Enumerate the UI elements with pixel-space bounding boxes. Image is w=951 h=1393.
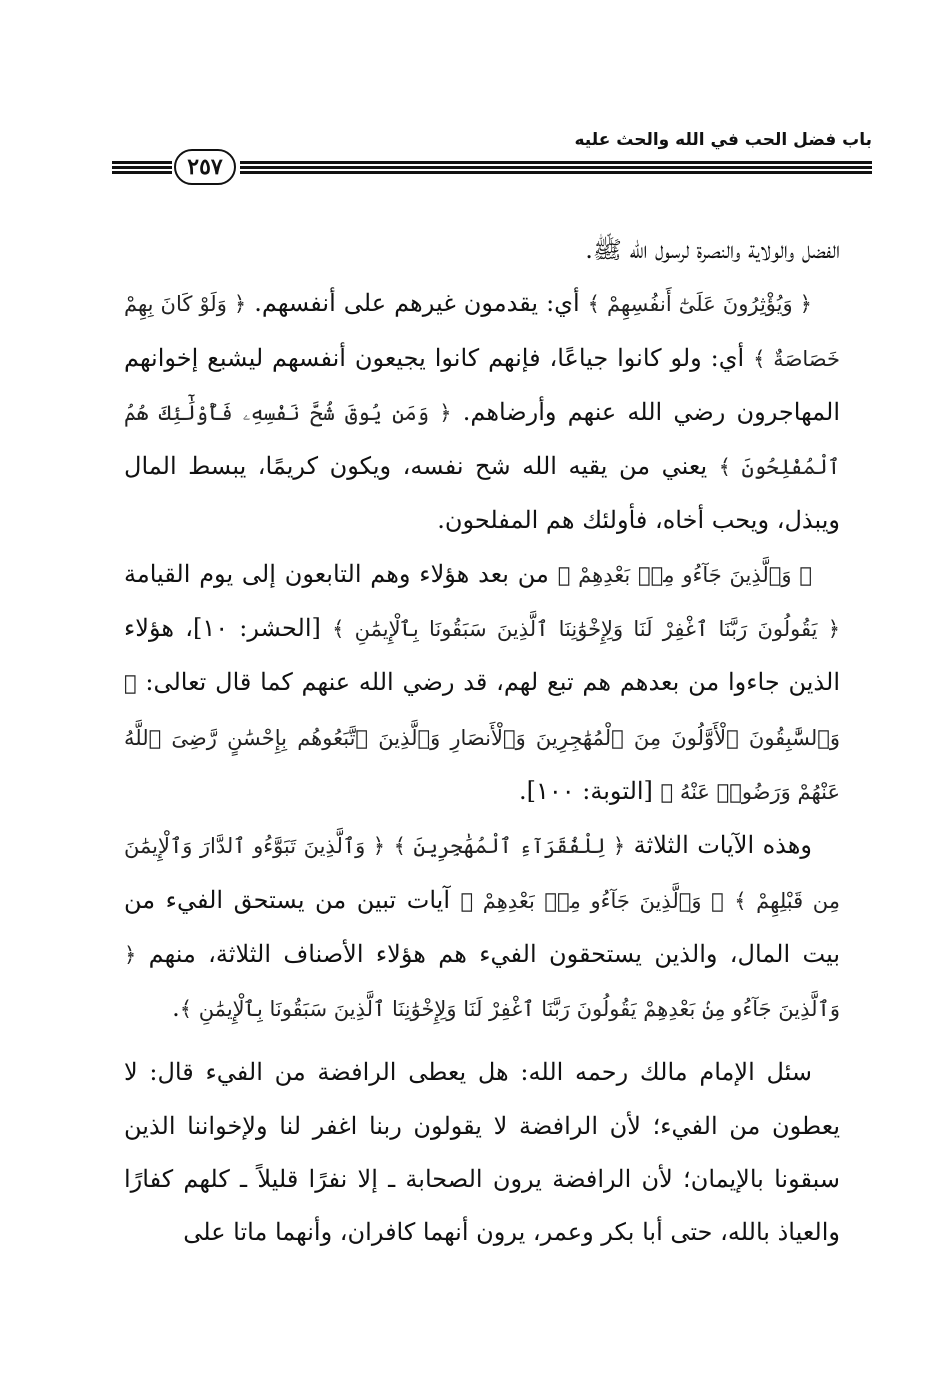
paragraph-text: أي: يقدمون غيرهم على أنفسهم.	[246, 289, 588, 318]
header-rule-right	[240, 161, 872, 175]
paragraph-text: يعني من يقيه الله شح نفسه، ويكون كريمًا، يبسط المال ويبذل، ويحب أخاه، فأولئك هم المفلحون.	[124, 452, 840, 535]
page-header	[112, 122, 872, 192]
header-rule-left	[112, 161, 172, 175]
paragraph	[124, 1046, 840, 1259]
paragraph-text: أي: ولو كانوا جياعًا، فإنهم كانوا يجيعون أنفسهم ليشبع إخوانهم المهاجرون رضي الله عنهم وأرضاهم.	[124, 343, 840, 426]
quran-verse: ﴿ يَقُولُونَ رَبَّنَا ٱغْفِرْ لَنَا وَلِإِخْوَٰنِنَا ٱلَّذِينَ سَبَقُونَا بِٱلْإِيمَٰنِ ﴾	[332, 617, 840, 642]
paragraph	[124, 548, 840, 819]
paragraph-text: وهذه الآيات الثلاثة	[625, 831, 812, 860]
paragraph	[124, 277, 840, 547]
paragraph-text: من بعد هؤلاء وهم التابعون إلى يوم القيامة	[124, 559, 558, 588]
paragraph-text: [التوبة: ١٠٠].	[519, 776, 661, 805]
paragraph-text: سئل الإمام مالك رحمه الله: هل يعطى الرافضة من الفيء قال: لا يعطون من الفيء؛ لأن الرافضة لا يقولون ربنا اغفر لنا ولإخواننا الذين سبقونا بالإيمان؛ لأن الرافضة يرون الصحابة ـ إلا نفرًا قليلاً ـ كلهم كفارًا والعياذ بالله، حتى أبا بكر وعمر، يرون أنهما كافران، وأنهما ماتا على	[124, 1058, 840, 1247]
quran-verse: ﴿ لِلْفُقَرَآءِ ٱلْمُهَٰجِرِينَ ﴾	[393, 834, 626, 859]
quran-verse: ﴿ وَٱلَّذِينَ جَآءُو مِنۢ بَعْدِهِمْ يَقُولُونَ رَبَّنَا ٱغْفِرْ لَنَا وَلِإِخْوَٰنِنَا ٱلَّذِينَ سَبَقُونَا بِٱلْإِيمَٰنِ ﴾	[124, 942, 840, 1022]
paragraph	[124, 819, 840, 1036]
body-text	[124, 224, 840, 1260]
quran-verse: ﴿ وَٱلسَّٰبِقُونَ ٱلْأَوَّلُونَ مِنَ ٱلْمُهَٰجِرِينَ وَٱلْأَنصَارِ وَٱلَّذِينَ ٱتَّبَعُوهُم بِإِحْسَٰنٍ رَّضِىَ ٱللَّهُ عَنْهُمْ وَرَضُوا۟ عَنْهُ ﴾	[124, 671, 840, 804]
paragraph-text: .	[172, 994, 180, 1023]
quran-verse: ﴿ وَٱلَّذِينَ جَآءُو مِنۢ بَعْدِهِمْ ﴾	[557, 562, 812, 587]
paragraph-text: [الحشر: ١٠]، هؤلاء الذين جاءوا من بعدهم هم تبع لهم، قد رضي الله عنهم كما قال تعالى:	[124, 614, 840, 697]
paragraph	[124, 224, 840, 277]
quran-verse: ﴿ وَٱلَّذِينَ تَبَوَّءُو ٱلدَّارَ وَٱلْإِيمَٰنَ مِن قَبْلِهِمْ ﴾	[124, 834, 840, 913]
paragraph-text	[385, 831, 393, 859]
chapter-title: باب فضل الحب في الله والحث عليه	[574, 130, 872, 150]
quran-verse: ﴿ وَيُؤْثِرُونَ عَلَىٰٓ أَنفُسِهِمْ ﴾	[587, 292, 812, 317]
paragraph-text: آيات تبين من يستحق الفيء من بيت المال، والذين يستحقون الفيء هم هؤلاء الأصناف الثلاثة، منهم	[124, 885, 840, 968]
page-number: ٢٥٧	[174, 149, 236, 185]
quran-verse: ﴿ وَمَن يُوقَ شُحَّ نَفْسِهِۦ فَأُوْلَٰٓئِكَ هُمُ ٱلْمُفْلِحُونَ ﴾	[124, 400, 840, 480]
quran-verse: ﴿ وَٱلَّذِينَ جَآءُو مِنۢ بَعْدِهِمْ ﴾	[460, 888, 724, 913]
paragraph-text: الفضل والولاية والنصرة لرسول الله ﷺ.	[585, 236, 840, 264]
quran-verse: ﴿ وَلَوْ كَانَ بِهِمْ خَصَاصَةٌ ﴾	[124, 292, 840, 371]
paragraph-text	[724, 886, 735, 914]
